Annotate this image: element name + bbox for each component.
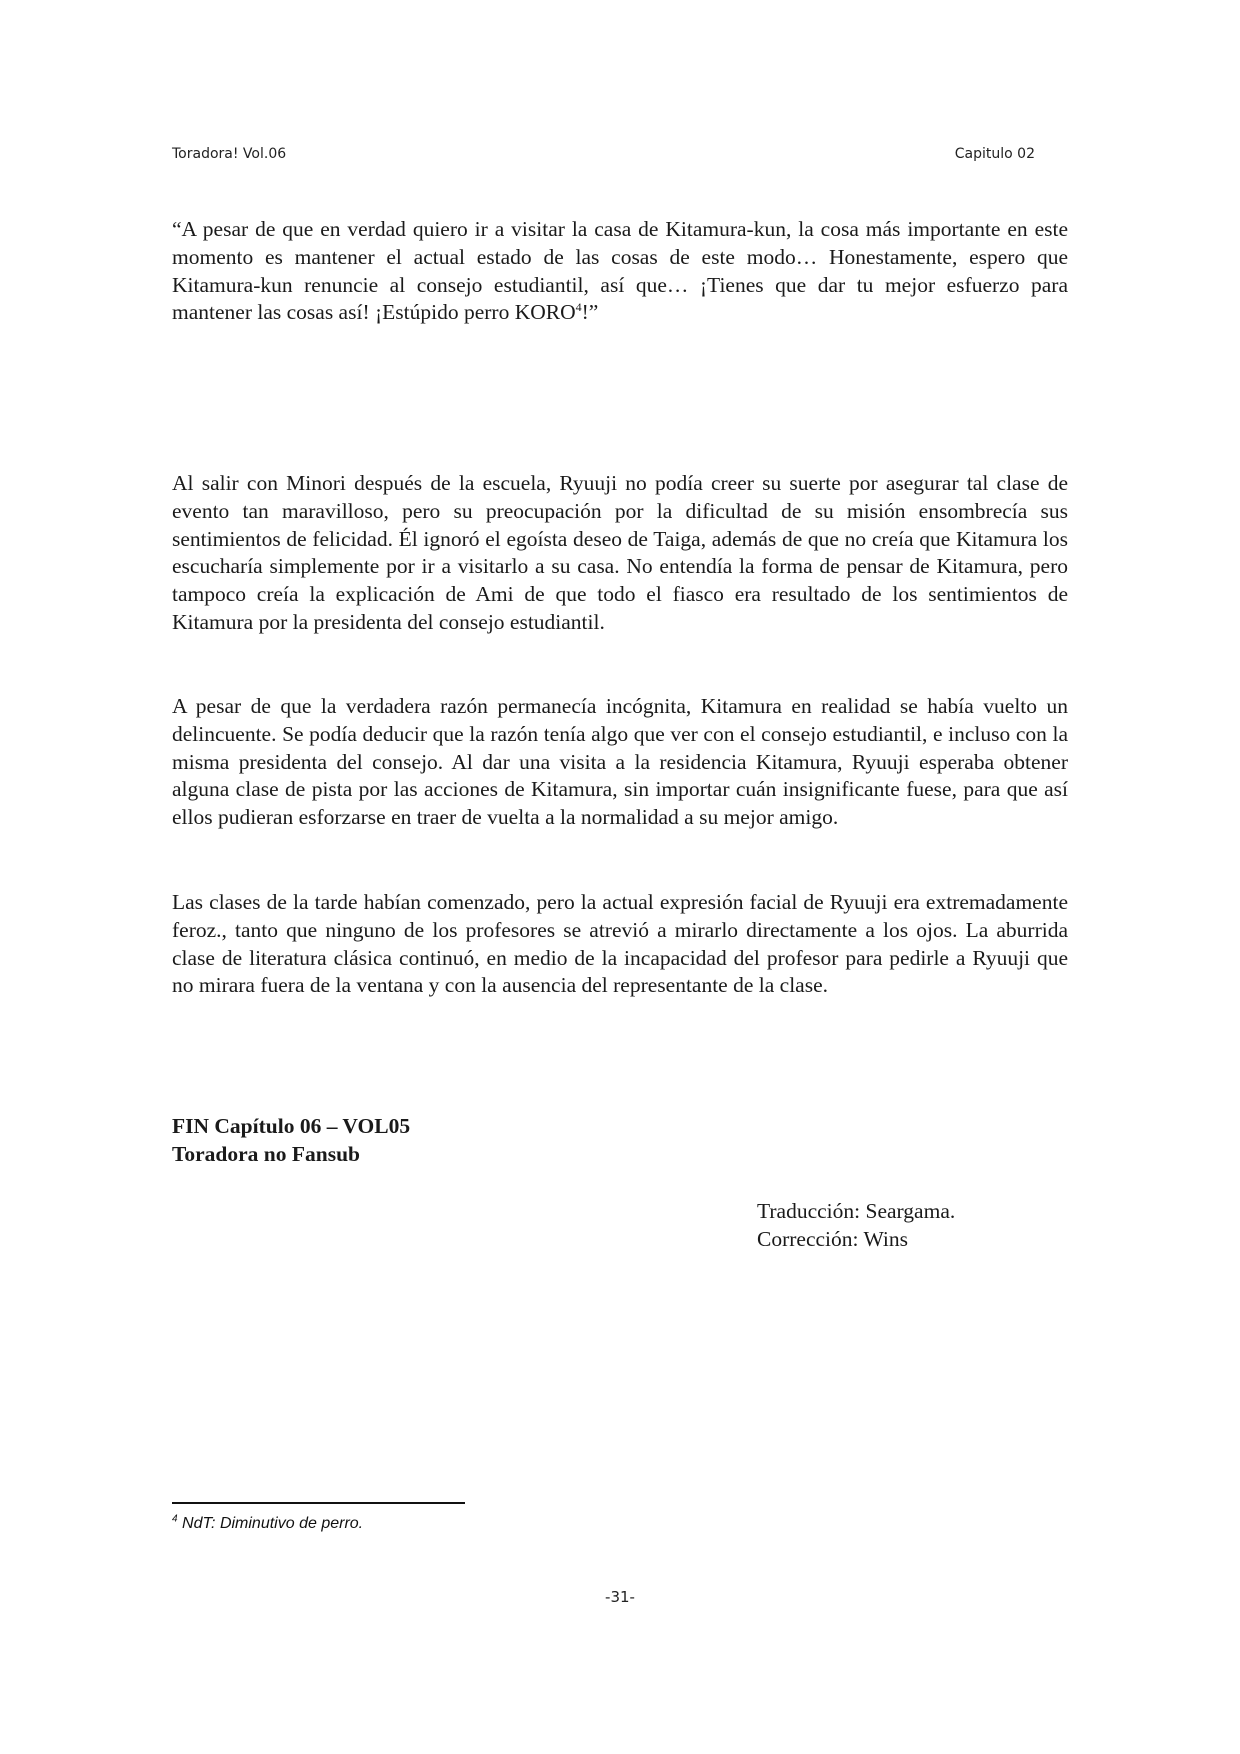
paragraph-text-end: !” bbox=[581, 300, 599, 325]
header-book-title: Toradora! Vol.06 bbox=[172, 146, 287, 162]
paragraph: Las clases de la tarde habían comenzado, pero la actual expresión facial de Ryuuji era extremadamente feroz., tanto que ninguno de los profesores se atrevió a mirarlo directamente a los ojos. La aburrida clase de literatura clásica continuó, en medio de la incapacidad del profesor para pedirle a Ryuuji que no mirara fuera de la ventana y con la ausencia del representante de la clase. bbox=[172, 890, 1068, 998]
footnote-reference[interactable]: 4 bbox=[575, 300, 582, 315]
page-header bbox=[172, 146, 1035, 170]
chapter-end-title: FIN Capítulo 06 – VOL05 bbox=[172, 1114, 411, 1138]
credits-block bbox=[757, 1197, 955, 1253]
fansub-name: Toradora no Fansub bbox=[172, 1142, 360, 1166]
footnote bbox=[172, 1514, 363, 1534]
footnote-divider bbox=[172, 1502, 465, 1504]
correction-credit: Corrección: Wins bbox=[757, 1227, 908, 1251]
footnote-text: NdT: Diminutivo de perro. bbox=[177, 1515, 364, 1532]
page-number: -31- bbox=[605, 1588, 635, 1606]
chapter-end-block bbox=[172, 1112, 410, 1168]
paragraph-text: “A pesar de que en verdad quiero ir a visitar la casa de Kitamura-kun, la cosa más importante en este momento es mantener el actual estado de las cosas de este modo… Honestamente, espero que Kitamura-kun renuncie al consejo estudiantil, así que… ¡Tienes que dar tu mejor esfuerzo para mantener las cosas así! ¡Estúpido perro KORO bbox=[172, 217, 1068, 325]
footnote-number: 4 bbox=[172, 1513, 178, 1525]
header-chapter: Capitulo 02 bbox=[954, 146, 1035, 162]
paragraph: Al salir con Minori después de la escuela, Ryuuji no podía creer su suerte por asegurar tal clase de evento tan maravilloso, pero su preocupación por la dificultad de su misión ensombrecía sus sentimientos de felicidad. Él ignoró el egoísta deseo de Taiga, además de que no creía que Kitamura los escucharía simplemente por ir a visitarlo a su casa. No entendía la forma de pensar de Kitamura, pero tampoco creía la explicación de Ami de que todo el fiasco era resultado de los sentimientos de Kitamura por la presidenta del consejo estudiantil. bbox=[172, 471, 1068, 634]
paragraph-quote bbox=[172, 216, 1068, 327]
translation-credit: Traducción: Seargama. bbox=[757, 1199, 956, 1223]
paragraph: A pesar de que la verdadera razón permanecía incógnita, Kitamura en realidad se había vuelto un delincuente. Se podía deducir que la razón tenía algo que ver con el consejo estudiantil, e incluso con la misma presidenta del consejo. Al dar una visita a la residencia Kitamura, Ryuuji esperaba obtener alguna clase de pista por las acciones de Kitamura, sin importar cuán insignificante fuese, para que así ellos pudieran esforzarse en traer de vuelta a la normalidad a su mejor amigo. bbox=[172, 694, 1068, 830]
